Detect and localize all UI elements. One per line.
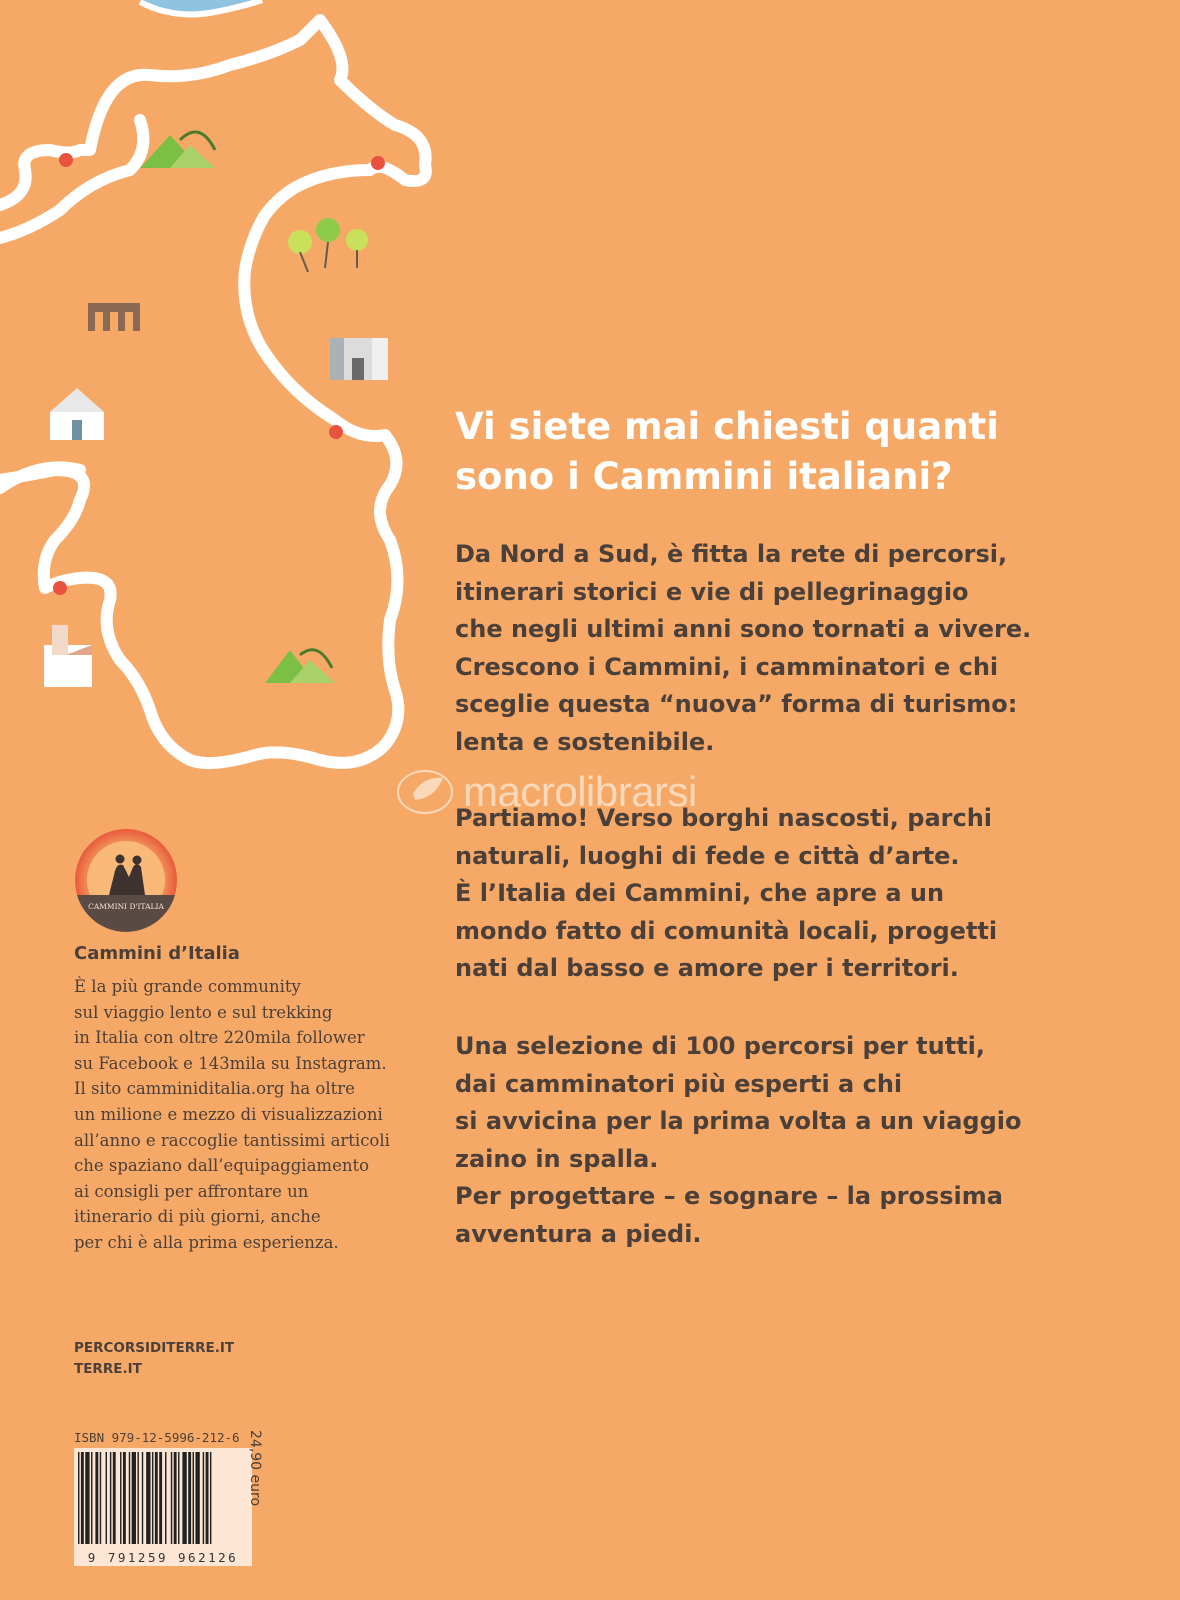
headline-line: Vi siete mai chiesti quanti bbox=[455, 405, 999, 448]
barcode-bar bbox=[165, 1452, 166, 1544]
isbn: ISBN 979-12-5996-212-6 bbox=[74, 1430, 240, 1445]
paragraph-line: nati dal basso e amore per i territori. bbox=[455, 954, 959, 982]
price-text: 24,90 euro bbox=[247, 1430, 263, 1507]
paragraph-line: naturali, luoghi di fede e città d’arte. bbox=[455, 841, 960, 870]
paragraph-line: che negli ultimi anni sono tornati a vivere. bbox=[455, 615, 1032, 643]
barcode-bar bbox=[95, 1452, 98, 1544]
barcode-bars bbox=[74, 1448, 252, 1548]
barcode-bar bbox=[132, 1452, 136, 1544]
paragraph-line: sceglie questa “nuova” forma di turismo: bbox=[455, 690, 1018, 718]
description-line: sul viaggio lento e sul trekking bbox=[74, 1002, 333, 1022]
barcode-bar bbox=[123, 1452, 126, 1544]
website-link[interactable]: TERRE.IT bbox=[74, 1361, 142, 1377]
barcode-bar bbox=[120, 1452, 121, 1544]
paragraph-line: Partiamo! Verso borghi nascosti, parchi bbox=[455, 804, 993, 832]
second-paragraph bbox=[455, 800, 1095, 988]
description-line: che spaziano dall’equipaggiamento bbox=[74, 1156, 370, 1176]
description-line: ai consigli per affrontare un bbox=[74, 1181, 309, 1201]
paragraph-line: Una selezione di 100 percorsi per tutti, bbox=[455, 1032, 986, 1060]
description-line: all’anno e raccoglie tantissimi articoli bbox=[74, 1130, 390, 1150]
barcode-bar bbox=[106, 1452, 107, 1544]
cammini-description bbox=[74, 974, 434, 1256]
barcode-bar bbox=[85, 1452, 89, 1544]
barcode-bar bbox=[91, 1452, 92, 1544]
logo-text: CAMMINI D'ITALIA bbox=[88, 902, 164, 911]
watermark-text: macrolibrarsi bbox=[463, 768, 697, 815]
publisher-links bbox=[74, 1338, 234, 1380]
barcode-bar bbox=[188, 1452, 191, 1544]
description-line: itinerario di più giorni, anche bbox=[74, 1207, 321, 1227]
barcode-bar bbox=[81, 1452, 84, 1544]
barcode-bar bbox=[142, 1452, 143, 1544]
barcode-bar bbox=[193, 1452, 194, 1544]
paragraph-line: mondo fatto di comunità locali, progetti bbox=[455, 916, 998, 945]
barcode-digits: 9 791259 962126 bbox=[74, 1550, 252, 1565]
barcode-bar bbox=[171, 1452, 172, 1544]
description-line: per chi è alla prima esperienza. bbox=[74, 1232, 339, 1252]
barcode-bar bbox=[182, 1452, 186, 1544]
barcode-bar bbox=[155, 1452, 158, 1544]
paragraph-line: avventura a piedi. bbox=[455, 1219, 702, 1248]
paragraph-line: itinerari storici e vie di pellegrinaggio bbox=[455, 577, 969, 606]
barcode-bar bbox=[129, 1452, 130, 1544]
third-paragraph bbox=[455, 1028, 1095, 1253]
intro-paragraph bbox=[455, 536, 1095, 761]
barcode-bar bbox=[195, 1452, 199, 1544]
barcode-bar bbox=[174, 1452, 177, 1544]
description-line: È la più grande community bbox=[74, 977, 301, 996]
website-link[interactable]: PERCORSIDITERRE.IT bbox=[74, 1340, 235, 1356]
paragraph-line: si avvicina per la prima volta a un viaggio bbox=[455, 1107, 1022, 1135]
barcode-bar bbox=[206, 1452, 209, 1544]
barcode-bar bbox=[178, 1452, 179, 1544]
barcode bbox=[74, 1448, 252, 1566]
description-line: Il sito camminiditalia.org ha oltre bbox=[74, 1079, 355, 1099]
description-line: su Facebook e 143mila su Instagram. bbox=[74, 1053, 387, 1073]
barcode-bar bbox=[78, 1452, 79, 1544]
paragraph-line: lenta e sostenibile. bbox=[455, 727, 715, 756]
cammini-title: Cammini d’Italia bbox=[74, 943, 240, 964]
cammini-logo bbox=[73, 827, 179, 933]
paragraph-line: Da Nord a Sud, è fitta la rete di percorsi, bbox=[455, 540, 1008, 568]
barcode-bar bbox=[152, 1452, 153, 1544]
barcode-bar bbox=[100, 1452, 101, 1544]
watermark-leaf-icon bbox=[395, 768, 455, 816]
barcode-bar bbox=[203, 1452, 204, 1544]
barcode-bar bbox=[110, 1452, 111, 1544]
barcode-bar bbox=[146, 1452, 150, 1544]
headline bbox=[455, 402, 1095, 502]
route-map-illustration bbox=[0, 0, 460, 800]
barcode-bar bbox=[137, 1452, 138, 1544]
barcode-bar bbox=[210, 1452, 211, 1544]
headline-line: sono i Cammini italiani? bbox=[455, 455, 953, 498]
description-line: in Italia con oltre 220mila follower bbox=[74, 1028, 365, 1048]
paragraph-line: zaino in spalla. bbox=[455, 1144, 659, 1173]
description-line: un milione e mezzo di visualizzazioni bbox=[74, 1104, 383, 1124]
barcode-bar bbox=[159, 1452, 162, 1544]
paragraph-line: Crescono i Cammini, i camminatori e chi bbox=[455, 652, 999, 681]
paragraph-line: Per progettare – e sognare – la prossima bbox=[455, 1182, 1003, 1210]
barcode-bar bbox=[113, 1452, 116, 1544]
paragraph-line: dai camminatori più esperti a chi bbox=[455, 1069, 903, 1098]
paragraph-line: È l’Italia dei Cammini, che apre a un bbox=[455, 879, 945, 907]
price bbox=[248, 1430, 268, 1565]
